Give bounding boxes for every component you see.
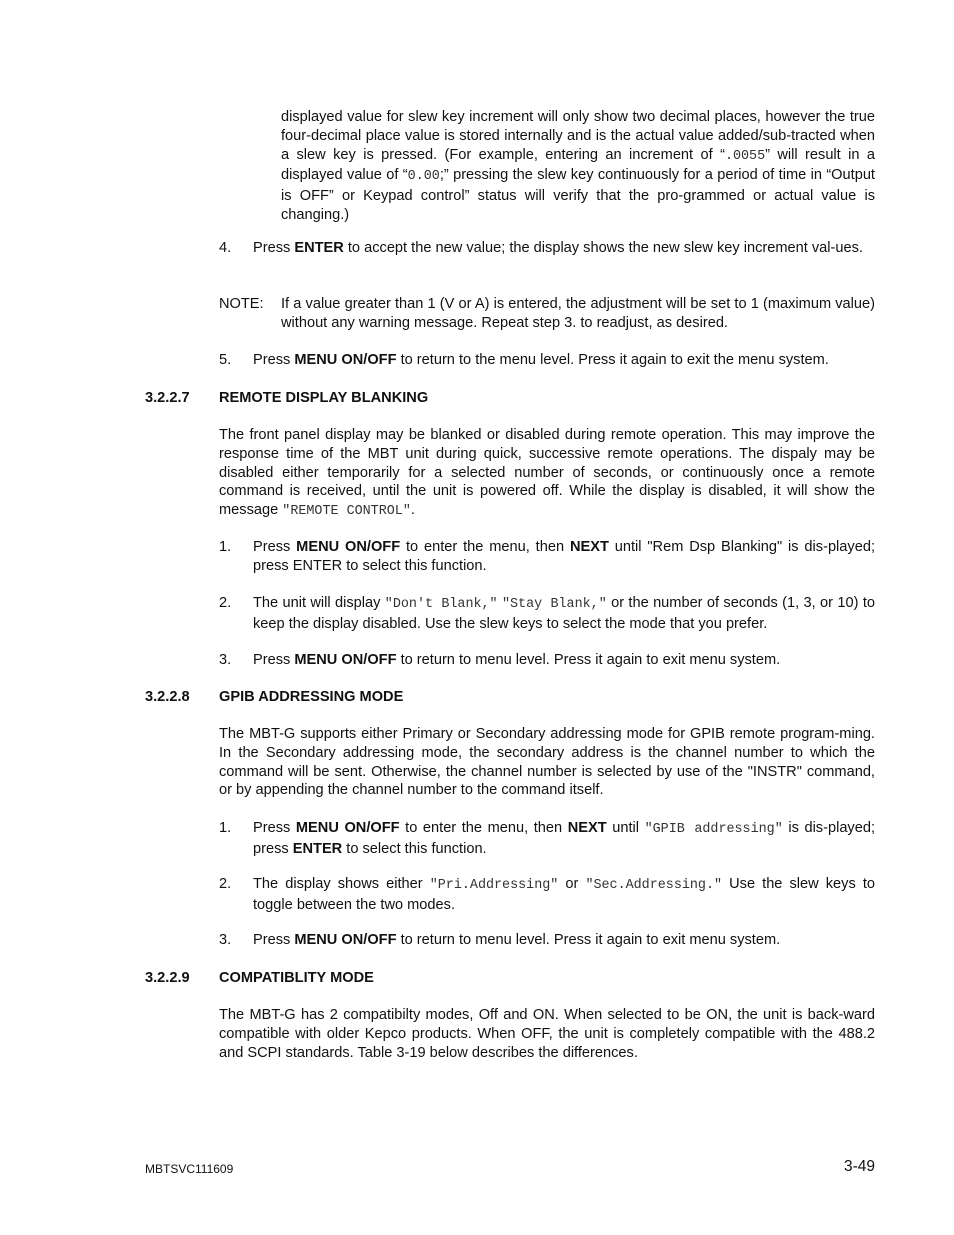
section-8-paragraph: The MBT-G supports either Primary or Secondary addressing mode for GPIB remote program-ming. In the Secondary addressing mode, the secondary address is the channel number to which the command will be sent. Otherwise, the channel number is selected by use of the "INSTR" command, or by appending the channel number to the command itself. — [219, 726, 875, 799]
s7-step-2-code-1: "Don't Blank," — [384, 597, 498, 612]
s8-step-1-k2: NEXT — [567, 820, 607, 836]
s8-step-1-text — [253, 819, 875, 859]
section-7-number: 3.2.2.7 — [145, 390, 190, 406]
step-4-number: 4. — [219, 240, 232, 256]
step-5-a: Press — [253, 352, 295, 368]
intro-text-3: ;” pressing the slew key continuously for a period of time in “Output is OFF” or Keypad control” status will verify that the pro-grammed or actual value is changing.) — [281, 167, 875, 223]
section-7-p1: The front panel display may be blanked or disabled during remote operation. This may improve the response time of the MBT unit during quick, successive remote operations. The dispaly may be disabled either temporarily for a selected number of seconds, or continuously once a remote command is received, until the unit is powered off. While the display is disabled, it will show the message — [219, 427, 875, 519]
s7-step-1-number: 1. — [219, 539, 232, 555]
step-5-number: 5. — [219, 352, 232, 368]
s7-step-3-key: MENU ON/OFF — [294, 652, 397, 668]
s8-step-3-number: 3. — [219, 932, 232, 948]
section-8-number: 3.2.2.8 — [145, 689, 190, 705]
s7-step-3-text — [253, 651, 875, 670]
step-5-b: to return to the menu level. Press it again to exit the menu system. — [396, 352, 829, 368]
s8-step-3-text — [253, 931, 875, 950]
section-7-p1-code: "REMOTE CONTROL" — [282, 504, 411, 520]
s8-step-1-d: is dis-played; press — [253, 820, 876, 857]
s8-step-3-key: MENU ON/OFF — [294, 932, 397, 948]
s8-step-2-b: or — [558, 876, 586, 892]
note-text: If a value greater than 1 (V or A) is entered, the adjustment will be set to 1 (maximum value) without any warning message. Repeat step 3. to readjust, as desired. — [281, 296, 875, 331]
section-7-p1-end: . — [410, 502, 415, 519]
s7-step-2-a: The unit will display — [253, 595, 385, 611]
section-9-paragraph: The MBT-G has 2 compatibilty modes, Off and ON. When selected to be ON, the unit is back-ward compatible with older Kepco products. When OFF, the unit is completely compatible with the 488.2 and SCPI standards. Table 3-19 below describes the differences. — [219, 1007, 875, 1061]
s8-step-3-a: Press — [253, 932, 295, 948]
s8-step-1-number: 1. — [219, 820, 232, 836]
s7-step-1-c: until "Rem Dsp Blanking" is dis-played; press ENTER to select this function. — [253, 539, 876, 574]
step-5-key: MENU ON/OFF — [294, 352, 397, 368]
s7-step-1-a: Press — [253, 539, 297, 555]
s7-step-2-number: 2. — [219, 595, 232, 611]
section-9-number: 3.2.2.9 — [145, 970, 190, 986]
page-number: 3-49 — [843, 1158, 875, 1175]
s8-step-1-k3: ENTER — [292, 840, 343, 857]
intro-text-2: ” will result in a displayed value of “ — [281, 146, 875, 184]
s7-step-1-k2: NEXT — [569, 539, 609, 555]
s7-step-2-code-2: "Stay Blank," — [501, 597, 607, 612]
s8-step-2-code-2: "Sec.Addressing." — [585, 878, 723, 893]
section-8-title: GPIB ADDRESSING MODE — [219, 689, 404, 705]
step-4-b: to accept the new value; the display shows the new slew key increment val-ues. — [343, 240, 863, 256]
s8-step-3-b: to return to menu level. Press it again to exit menu system. — [396, 932, 781, 948]
s8-step-1-code: "GPIB addressing" — [644, 822, 783, 837]
s8-step-1-b: to enter the menu, then — [399, 820, 568, 836]
s8-step-1-e: to select this function. — [342, 840, 487, 857]
note-label: NOTE: — [219, 296, 264, 312]
s7-step-1-text — [253, 538, 875, 576]
s8-step-2-a: The display shows either — [253, 876, 430, 892]
step-4-key: ENTER — [294, 240, 344, 256]
s8-step-2-c: Use the slew keys to toggle between the two modes. — [253, 876, 876, 913]
s8-step-2-text — [253, 875, 875, 915]
s8-step-2-number: 2. — [219, 876, 232, 892]
s7-step-2-text — [253, 594, 875, 634]
intro-code-2: 0.00 — [407, 169, 440, 185]
s7-step-2-b: or the number of seconds (1, 3, or 10) to keep the display disabled. Use the slew keys to select the mode that you prefer. — [253, 595, 875, 632]
intro-paragraph — [281, 108, 875, 225]
s8-step-1-k1: MENU ON/OFF — [295, 820, 400, 836]
s7-step-3-b: to return to menu level. Press it again to exit menu system. — [396, 652, 781, 668]
section-9-title: COMPATIBLITY MODE — [219, 970, 374, 986]
step-4-text — [253, 239, 875, 258]
s8-step-1-a: Press — [253, 820, 296, 836]
s7-step-1-k1: MENU ON/OFF — [296, 539, 401, 555]
s7-step-3-number: 3. — [219, 652, 232, 668]
s8-step-2-code-1: "Pri.Addressing" — [429, 878, 559, 893]
s7-step-3-a: Press — [253, 652, 295, 668]
s8-step-1-c: until — [606, 820, 645, 836]
intro-text-1: displayed value for slew key increment will only show two decimal places, however the true four-decimal place value is stored internally and is the actual value added/sub-tracted when a slew key is pressed. (For example, entering an increment of “ — [281, 109, 875, 163]
intro-code-1: .0055 — [724, 148, 766, 164]
footer-doc-id: MBTSVC111609 — [145, 1162, 234, 1176]
step-5-text — [253, 351, 875, 370]
step-4-a: Press — [253, 240, 295, 256]
section-7-title: REMOTE DISPLAY BLANKING — [219, 390, 429, 406]
section-7-paragraph — [219, 426, 875, 522]
s7-step-1-b: to enter the menu, then — [400, 539, 570, 555]
